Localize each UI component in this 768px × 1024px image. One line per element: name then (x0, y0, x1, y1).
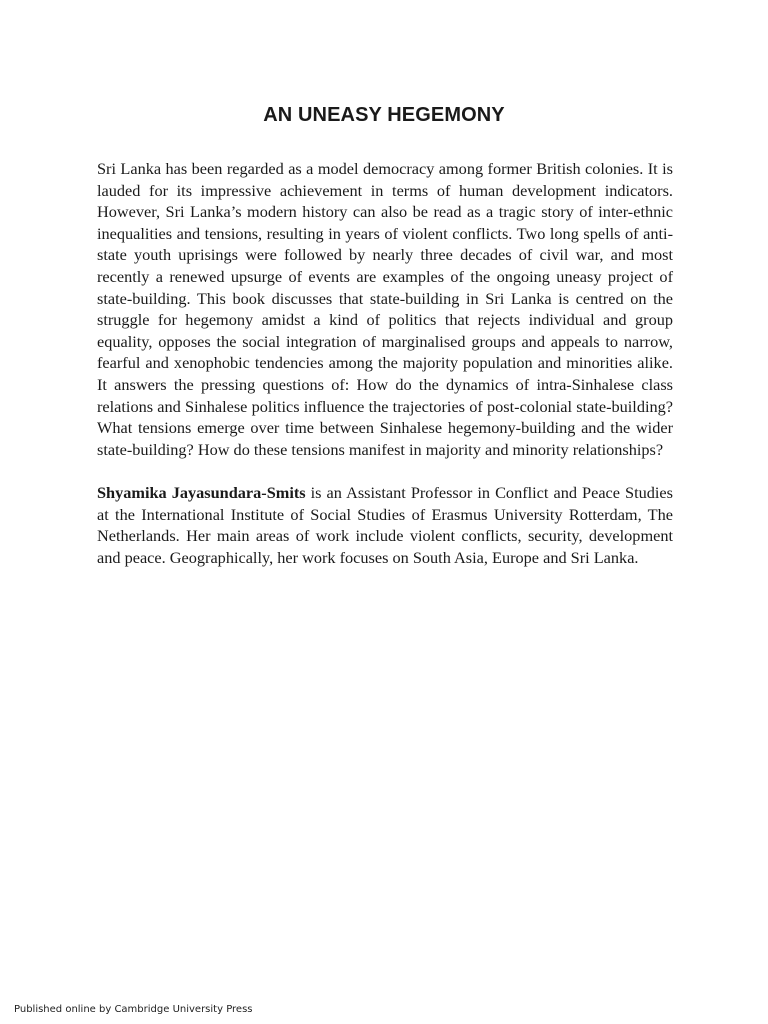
page-title: AN UNEASY HEGEMONY (263, 104, 505, 126)
author-bio-paragraph (97, 482, 673, 568)
author-name: Shyamika Jayasundara-Smits (97, 482, 306, 502)
book-description: Sri Lanka has been regarded as a model democracy among former British colonies. It is lauded for its impressive achievement in terms of human development indicators. However, Sri Lanka’s modern history can also be read as a tragic story of inter-ethnic inequalities and tensions, resulting in years of violent conflicts. Two long spells of anti-state youth uprisings were followed by nearly three decades of civil war, and most recently a renewed upsurge of events are examples of the ongoing uneasy project of state-building. This book discusses that state-building in Sri Lanka is centred on the struggle for hegemony amidst a kind of politics that rejects individual and group equality, opposes the social integration of marginalised groups and appeals to narrow, fearful and xenophobic tendencies among the majority population and minorities alike. It answers the pressing questions of: How do the dynamics of intra-Sinhalese class relations and Sinhalese politics influence the trajectories of post-colonial state-building? What tensions emerge over time between Sinhalese hegemony-building and the wider state-building? How do these tensions manifest in majority and minority relationships? (97, 159, 673, 459)
publisher-footer: Published online by Cambridge University Press (14, 1004, 253, 1015)
content (97, 158, 673, 568)
author-bio: is an Assistant Professor in Conflict and Peace Studies at the International Institute of Social Studies of Erasmus University Rotterdam, The Netherlands. Her main areas of work include violent conflicts, security, development and peace. Geographically, her work focuses on South Asia, Europe and Sri Lanka. (97, 482, 673, 567)
